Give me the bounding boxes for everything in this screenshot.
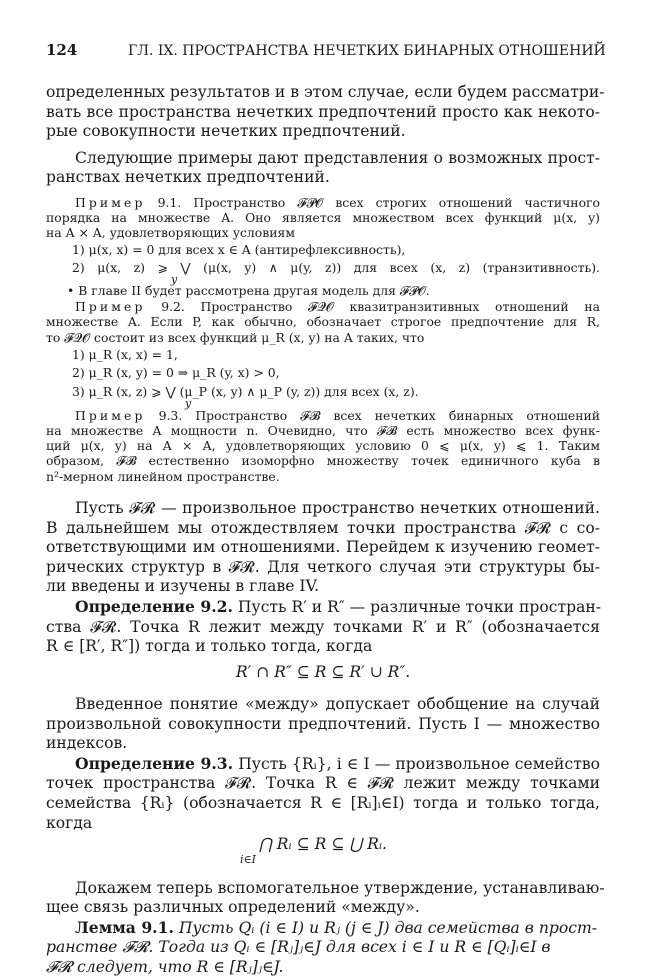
condition: 3) μ_R (x, z) ⩾ ⋁ (μ_P (x, y) ∧ μ_P (y, z)) для всех (x, z). [72, 383, 419, 399]
condition: 2) μ(x, z) ⩾ ⋁ (μ(x, y) ∧ μ(y, z)) для всех (x, z) (транзитивность). [72, 260, 600, 276]
text-line: В дальнейшем мы отождествляем точки пространства 𝓕𝓡 с со- [46, 518, 600, 537]
text-line: то 𝓕𝓠𝓞 состоит из всех функций μ_R (x, y) на A таких, что [46, 329, 425, 345]
text-line: ства 𝓕𝓡. Точка R лежит между точками R′ и R″ (обозначается [46, 617, 600, 636]
text-line: n²-мерном линейном пространстве. [46, 468, 280, 484]
definition-9-3 [75, 754, 600, 774]
text-line: ответствующими им отношениями. Перейдем к изучению геомет- [46, 538, 600, 557]
example-label: Пример [75, 195, 146, 211]
text-line: когда [46, 813, 93, 832]
text-line: R ∈ [R′, R″]) тогда и только тогда, когда [46, 637, 373, 656]
formula: R′ ∩ R″ ⊆ R ⊆ R′ ∪ R″. [235, 662, 411, 681]
example-label: Пример [75, 408, 146, 424]
text-line: рые совокупности нечетких предпочтений. [46, 122, 406, 141]
example-9-3 [75, 408, 600, 423]
definition-text: Пусть R′ и R″ — различные точки простран- [237, 597, 602, 616]
lemma-title: Лемма 9.1. [75, 917, 174, 937]
condition: 1) μ_R (x, x) = 1, [72, 346, 178, 362]
condition: 2) μ_R (x, y) = 0 ⇒ μ_R (y, x) > 0, [72, 365, 280, 381]
text-line: • В главе II будет рассмотрена другая модель для 𝓕𝓟𝓞. [67, 283, 430, 299]
example-label: Пример [75, 299, 146, 315]
formula: ⋂ Rᵢ ⊆ R ⊆ ⋃ Rᵢ. [259, 834, 387, 853]
example-number: 9.1. [157, 195, 182, 211]
page-number: 124 [46, 40, 78, 59]
lemma-9-1 [75, 918, 597, 938]
lemma-text: Пусть Qᵢ (i ∈ I) и Rⱼ (j ∈ J) два семейства в прост- [178, 918, 598, 937]
text-line: ций μ(x, y) на A × A, удовлетворяющих условию 0 ⩽ μ(x, y) ⩽ 1. Таким [46, 438, 600, 454]
text-line: порядка на множестве A. Оно является множеством всех функций μ(x, y) [46, 210, 600, 226]
example-text: Пространство 𝓕𝓑 всех нечетких бинарных отношений [195, 408, 600, 424]
text-line: ли введены и изучены в главе IV. [46, 577, 320, 596]
example-9-2 [75, 299, 600, 314]
text-line: точек пространства 𝓕𝓡. Точка R ∈ 𝓕𝓡 лежит между точками [46, 774, 600, 793]
running-title: ГЛ. IX. ПРОСТРАНСТВА НЕЧЕТКИХ БИНАРНЫХ ОТНОШЕНИЙ [128, 42, 606, 59]
text-line: Введенное понятие «между» допускает обобщение на случай [75, 695, 600, 714]
condition: 1) μ(x, x) = 0 для всех x ∈ A (антирефлексивность), [72, 242, 406, 258]
text-line: рических структур в 𝓕𝓡. Для четкого случая эти структуры бы- [46, 557, 600, 576]
text-line: семейства {Rᵢ} (обозначается R ∈ [Rᵢ]ᵢ∈I) тогда и только тогда, [46, 793, 600, 812]
subscript: y [171, 272, 178, 286]
text-line: щее связь различных определений «между». [46, 898, 420, 917]
definition-9-2 [75, 597, 600, 617]
text-line: на множестве A мощности n. Очевидно, что 𝓕𝓑 есть множество всех функ- [46, 423, 600, 439]
subscript: y [185, 397, 192, 411]
definition-title: Определение 9.2. [75, 596, 233, 616]
text-line: вать все пространства нечетких предпочтений просто как некото- [46, 102, 600, 121]
text-line: Следующие примеры дают представления о возможных прост- [75, 148, 600, 167]
example-9-1 [75, 195, 600, 210]
definition-text: Пусть {Rᵢ}, i ∈ I — произвольное семейство [238, 754, 600, 773]
example-number: 9.3. [158, 408, 183, 424]
text-line: ранстве 𝓕𝓡. Тогда из Qᵢ ∈ [Rⱼ]ⱼ∈J для всех i ∈ I и R ∈ [Qᵢ]ᵢ∈I в [46, 938, 551, 957]
text-line: множестве A. Если P, как обычно, обозначает строгое предпочтение для R, [46, 314, 600, 330]
note: В главе II будет рассмотрена другая модель для 𝓕𝓟𝓞. [78, 283, 430, 299]
text-line: произвольной совокупности предпочтений. Пусть I — множество [46, 714, 600, 733]
text-line: 𝓕𝓡 следует, что R ∈ [Rⱼ]ⱼ∈J. [46, 957, 284, 976]
definition-title: Определение 9.3. [75, 753, 234, 773]
example-text: Пространство 𝓕𝓠𝓞 квазитранзитивных отношений на [200, 299, 600, 315]
text-line: Докажем теперь вспомогательное утверждение, устанавливаю- [75, 878, 605, 897]
example-number: 9.2. [161, 299, 185, 315]
text-line: определенных результатов и в этом случае, если будем рассматри- [46, 82, 605, 101]
text-line: на A × A, удовлетворяющих условиям [46, 225, 295, 241]
text-line: Пусть 𝓕𝓡 — произвольное пространство нечетких отношений. [75, 499, 600, 518]
text-line: образом, 𝓕𝓑 естественно изоморфно множеству точек единичного куба в [46, 453, 600, 469]
example-text: Пространство 𝓕𝓟𝓞 всех строгих отношений частичного [193, 195, 600, 211]
subscript: i∈I [240, 852, 257, 866]
text-line: индексов. [46, 734, 128, 753]
text-line: ранствах нечетких предпочтений. [46, 168, 330, 187]
